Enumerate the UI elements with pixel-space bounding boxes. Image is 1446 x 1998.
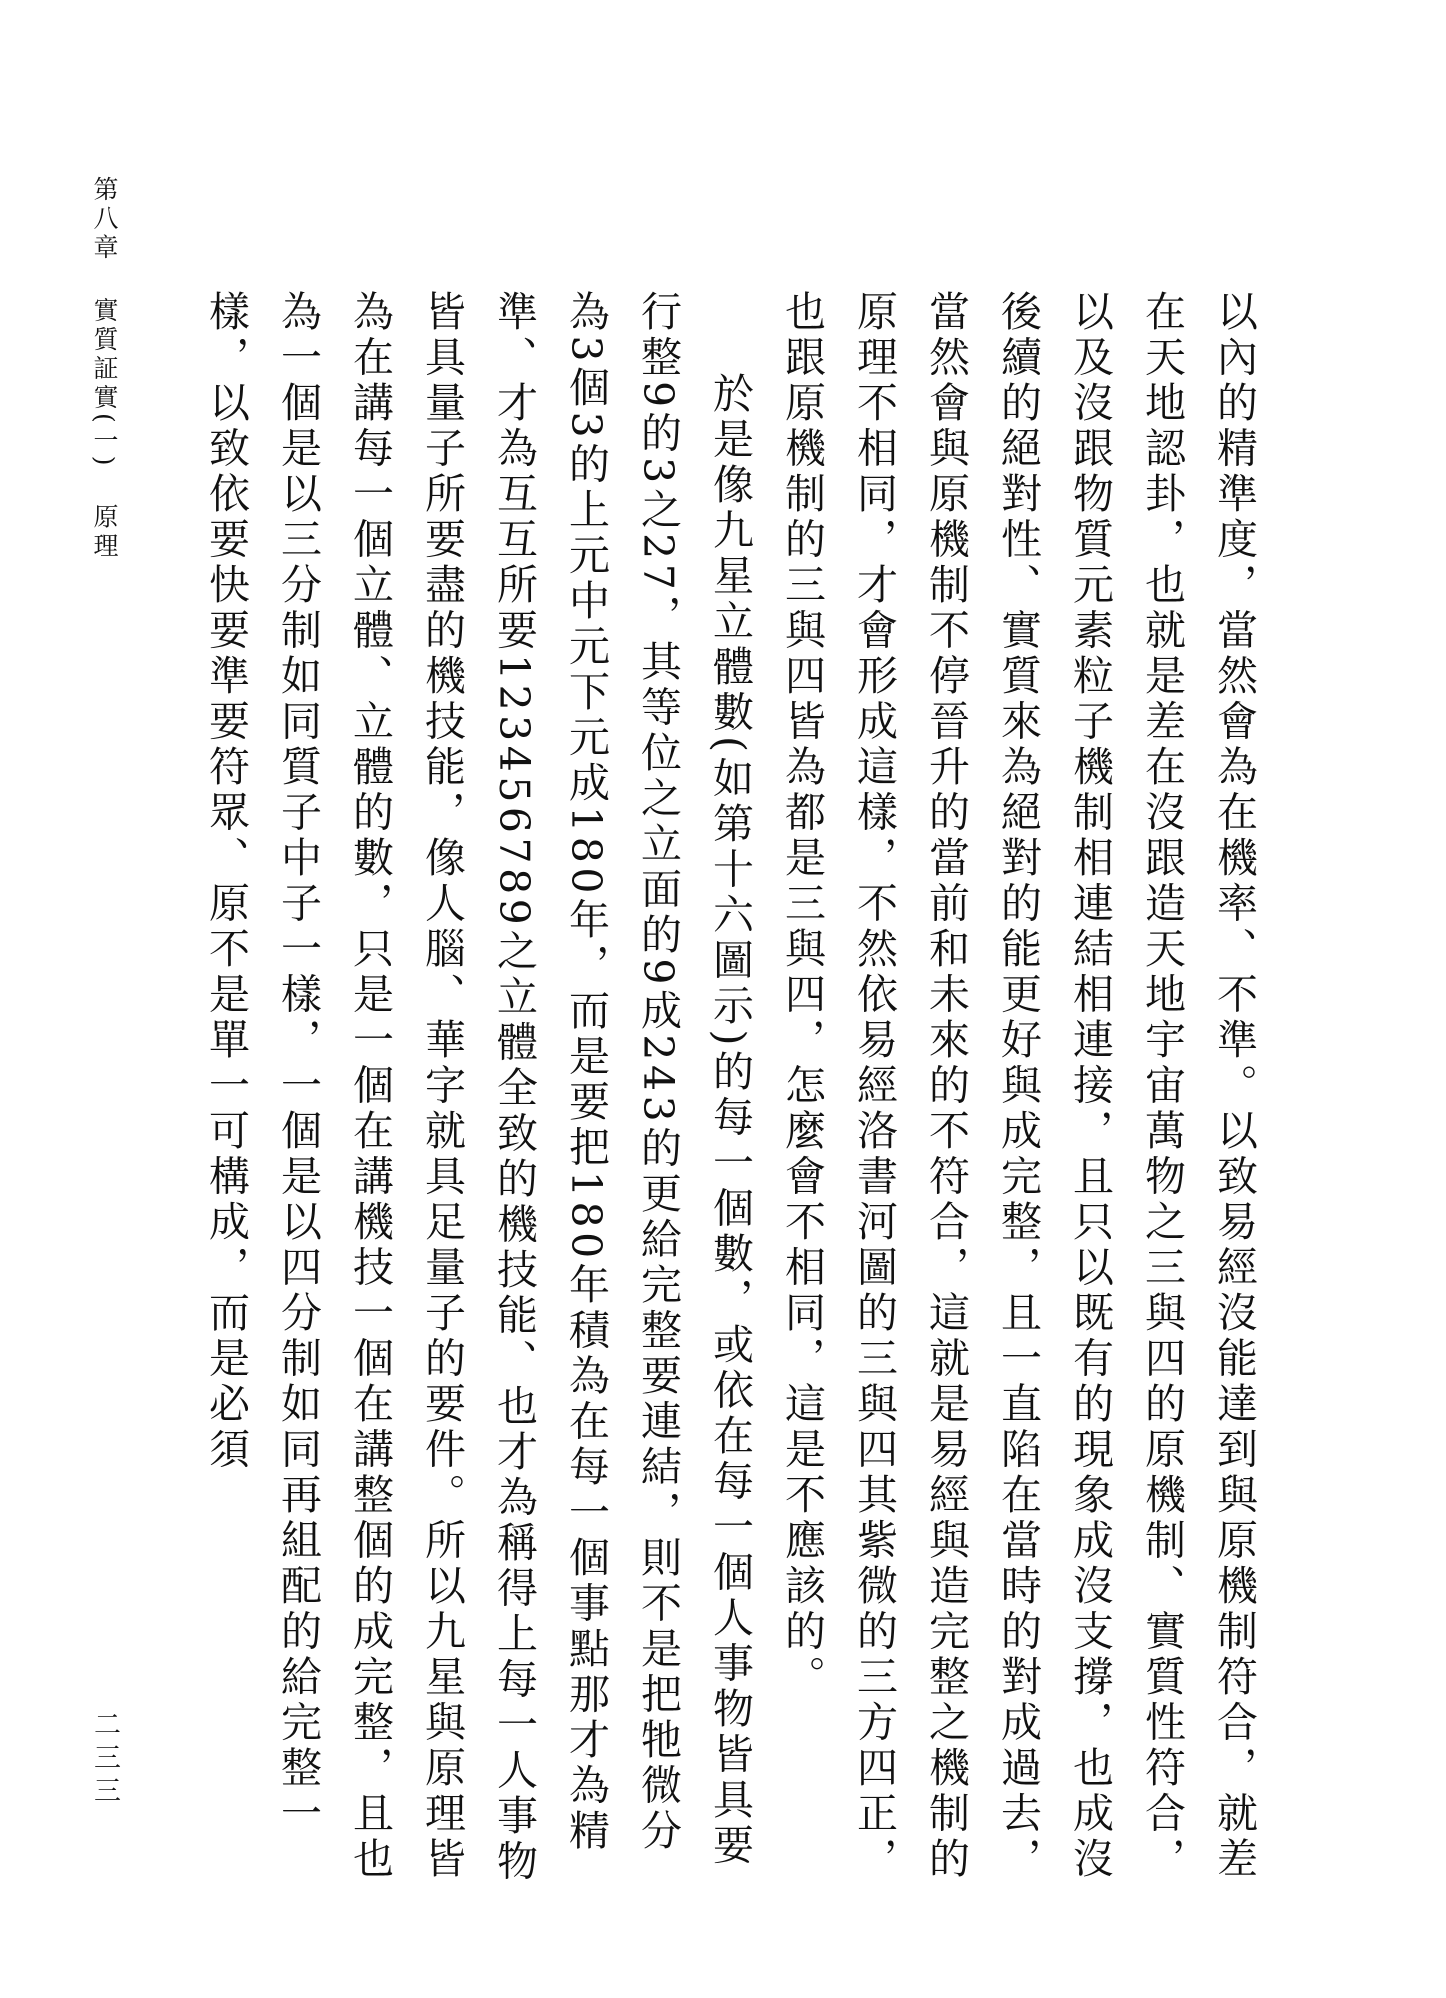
chapter-label: 第八章 [90, 176, 119, 263]
section-label: 原理 [90, 503, 119, 562]
body-text [190, 290, 1270, 1890]
chapter-title: 實質証實(一) [90, 297, 119, 470]
page-number: 二三三 [89, 1710, 120, 1809]
paragraph-2: 於是像九星立體數(如第十六圖示)的每一個數，或依在每一個人事物皆具要行整9的3之27，其等位之立面的9成243的更給完整要連結，則不是把牠微分為3個3的上元中元下元成180年，而是要把180年積為在每一個事點那才為精準、才為互互所要123456789之立體全致的機技能、也才為稱得上每一人事物皆具量子所要盡的機技能，像人腦、華字就具足量子的要件。所以九星與原理皆為在講每一個立體、立體的數，只是一個在講機技一個在講整個的成完整，且也為一個是以三分制如同質子中子一樣，一個是以四分制如同再組配的給完整一樣，以致依要快要準要符眾、原不是單一可構成，而是必須 [202, 290, 754, 1885]
running-head [84, 176, 124, 696]
paragraph-1: 以內的精準度，當然會為在機率、不準。以致易經沒能達到與原機制符合，就差在天地認卦，也就是差在沒跟造天地宇宙萬物之三與四的原機制、實質性符合，以及沒跟物質元素粒子機制相連結相連接，且只以既有的現象成沒支撐，也成沒後續的絕對性、實質來為絕對的能更好與成完整，且一直陷在當時的對成過去，當然會與原機制不停晉升的當前和未來的不符合，這就是易經與造完整之機制的原理不相同，才會形成這樣，不然依易經洛書河圖的三與四其紫微的三方四正，也跟原機制的三與四皆為都是三與四，怎麼會不相同，這是不應該的。 [778, 290, 1258, 1883]
